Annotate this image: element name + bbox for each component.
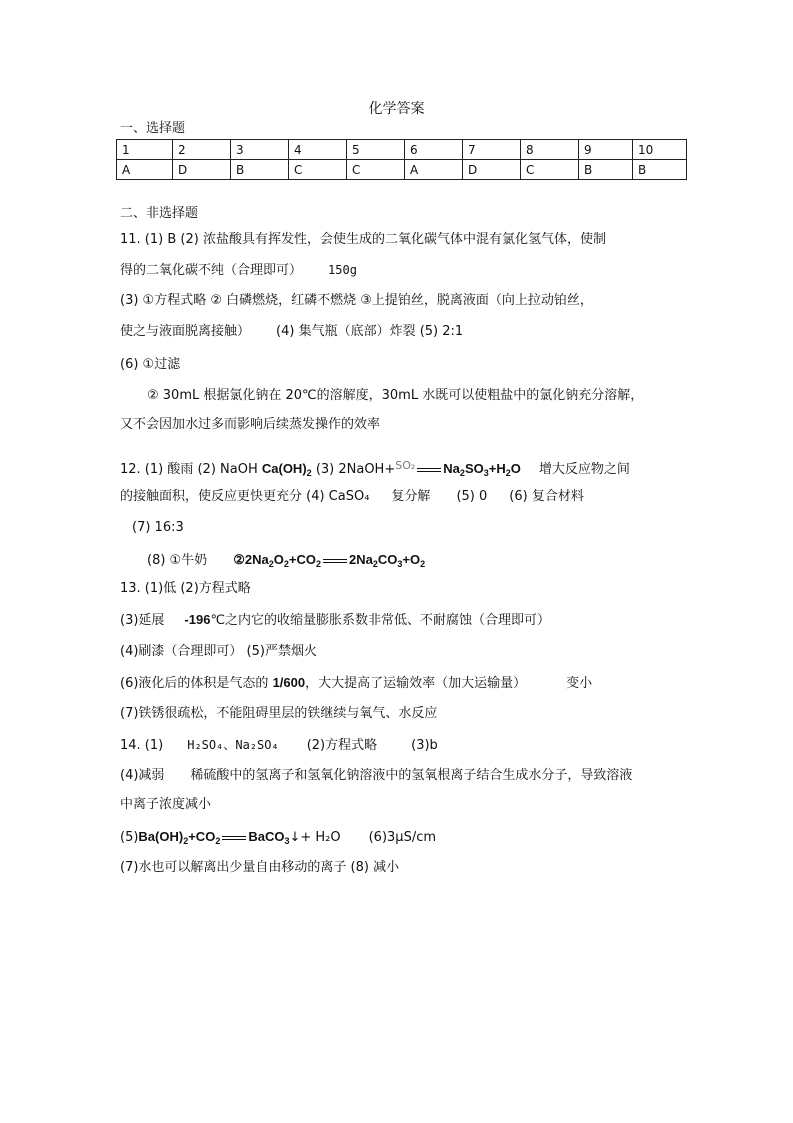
table-cell: A [117, 160, 173, 180]
subscript: 2 [215, 836, 221, 846]
subscript: 2 [283, 559, 289, 569]
q12-line-1 [120, 456, 630, 483]
q11-line-7: 又不会因加水过多而影响后续蒸发操作的效率 [120, 417, 381, 432]
text: 变小 [566, 676, 593, 691]
text: (4) 集气瓶（底部）炸裂 (5) 2:1 [276, 324, 464, 339]
subscript: 2 [372, 559, 378, 569]
table-cell: A [405, 160, 463, 180]
text: ↓+ H₂O [289, 830, 341, 845]
equals-sign-icon [417, 468, 441, 472]
text: +CO [188, 829, 216, 844]
formula [138, 829, 220, 844]
text: ℃之内它的收缩量膨胀系数非常低、不耐腐蚀（合理即可） [210, 613, 551, 628]
table-cell: 3 [231, 140, 289, 160]
table-cell: B [579, 160, 633, 180]
text: CO [377, 552, 398, 567]
subscript: 3 [397, 559, 403, 569]
text: (4)减弱 [120, 768, 165, 783]
text: 1/600 [272, 675, 306, 690]
q14-line-1 [120, 735, 438, 756]
table-cell: 2 [173, 140, 231, 160]
text: (3)b [411, 738, 438, 753]
subscript: 2 [315, 559, 321, 569]
text: H₂SO₄、Na₂SO₄ [187, 738, 279, 752]
formula [248, 829, 289, 844]
section-heading-nonchoice: 二、非选择题 [120, 206, 199, 221]
q11-line-6: ② 30mL 根据氯化钠在 20℃的溶解度，30mL 水既可以使粗盐中的氯化钠充分溶解， [147, 388, 644, 403]
subscript: 2 [268, 559, 274, 569]
table-cell: B [231, 160, 289, 180]
q12-line-3: (7) 16:3 [132, 520, 184, 535]
table-cell: 7 [463, 140, 521, 160]
q11-line-1: 11. (1) B (2) 浓盐酸具有挥发性，会使生成的二氧化碳气体中混有氯化氢气体，使制 [120, 232, 606, 247]
table-cell: C [347, 160, 405, 180]
table-cell: 9 [579, 140, 633, 160]
subscript: 3 [284, 836, 290, 846]
text: SO [464, 461, 484, 476]
table-cell: C [289, 160, 347, 180]
table-cell: 1 [117, 140, 173, 160]
q12-line-2 [120, 487, 584, 507]
subscript: 2 [306, 468, 312, 478]
formula [443, 461, 521, 476]
q13-line-4 [120, 673, 592, 694]
subscript: 2 [459, 468, 465, 478]
table-cell: B [633, 160, 687, 180]
text: Ca(OH) [261, 461, 307, 476]
text: 增大反应物之间 [538, 462, 630, 477]
subscript: 2 [420, 559, 426, 569]
text: 2Na [348, 552, 373, 567]
formula [233, 552, 321, 567]
text: Na [443, 461, 460, 476]
q14-line-5: (7)水也可以解离出少量自由移动的离子 (8) 减小 [120, 860, 400, 875]
equals-sign-icon [222, 836, 246, 840]
text: ②2Na [233, 552, 269, 567]
text: O [273, 552, 284, 567]
q11-line-5: (6) ①过滤 [120, 357, 181, 372]
text: (6) 复合材料 [509, 489, 584, 504]
text: (2)方程式略 [306, 738, 378, 753]
table-cell: 8 [521, 140, 579, 160]
q13-line-2 [120, 610, 550, 631]
table-row-numbers [117, 140, 687, 160]
text: +O [402, 552, 421, 567]
text: ，大大提高了运输效率（加大运输量） [305, 676, 527, 691]
text: 14. (1) [120, 738, 164, 753]
table-cell: 6 [405, 140, 463, 160]
q11-line-2 [120, 260, 357, 281]
table-cell: D [463, 160, 521, 180]
text: 使之与液面脱离接触） [120, 324, 251, 339]
text: 12. (1) 酸雨 (2) NaOH [120, 462, 258, 477]
q13-line-1: 13. (1)低 (2)方程式略 [120, 581, 251, 596]
table-cell: 4 [289, 140, 347, 160]
text: (6)3μS/cm [368, 830, 437, 845]
text: (8) ①牛奶 [147, 553, 208, 568]
text: (5) 0 [456, 489, 488, 504]
text: +CO [288, 552, 316, 567]
table-cell: D [173, 160, 231, 180]
choice-answer-table [116, 139, 687, 180]
text: (3) 2NaOH+ [315, 462, 396, 477]
subscript: 2 [505, 468, 511, 478]
subscript: 2 [183, 836, 189, 846]
q11-line-3: (3) ①方程式略 ② 白磷燃烧，红磷不燃烧 ③上提铂丝，脱离液面（向上拉动铂丝， [120, 293, 593, 308]
page-title: 化学答案 [368, 101, 425, 117]
text: 复分解 [391, 489, 431, 504]
formula [262, 461, 312, 476]
q14-line-2 [120, 766, 632, 786]
subscript: 3 [483, 468, 489, 478]
text: Ba(OH) [138, 829, 184, 844]
text: (6)液化后的体积是气态的 [120, 676, 273, 691]
q14-line-3: 中离子浓度减小 [120, 797, 212, 812]
q14-line-4 [120, 827, 436, 851]
text: (5) [120, 830, 139, 845]
q13-line-5: (7)铁锈很疏松，不能阻碍里层的铁继续与氧气、水反应 [120, 706, 438, 721]
table-cell: 5 [347, 140, 405, 160]
text: -196 [184, 612, 211, 627]
text: 得的二氧化碳不纯（合理即可） [120, 263, 303, 278]
text: O [510, 461, 521, 476]
text: 稀硫酸中的氢离子和氢氧化钠溶液中的氢氧根离子结合生成水分子，导致溶液 [190, 768, 633, 783]
text: BaCO [248, 829, 285, 844]
q12-line-4 [147, 550, 425, 574]
equals-sign-icon [323, 559, 347, 563]
text: 的接触面积，使反应更快更充分 (4) CaSO₄ [120, 489, 370, 504]
table-cell: 10 [633, 140, 687, 160]
formula-image-text: SO₂ [395, 459, 416, 472]
text: +H [488, 461, 506, 476]
q13-line-3: (4)刷漆（合理即可） (5)严禁烟火 [120, 644, 317, 659]
text: 150g [328, 263, 357, 277]
formula [349, 552, 425, 567]
q11-line-4 [120, 322, 463, 342]
text: (3)延展 [120, 613, 165, 628]
table-cell: C [521, 160, 579, 180]
section-heading-choice: 一、选择题 [120, 121, 186, 136]
table-row-answers [117, 160, 687, 180]
